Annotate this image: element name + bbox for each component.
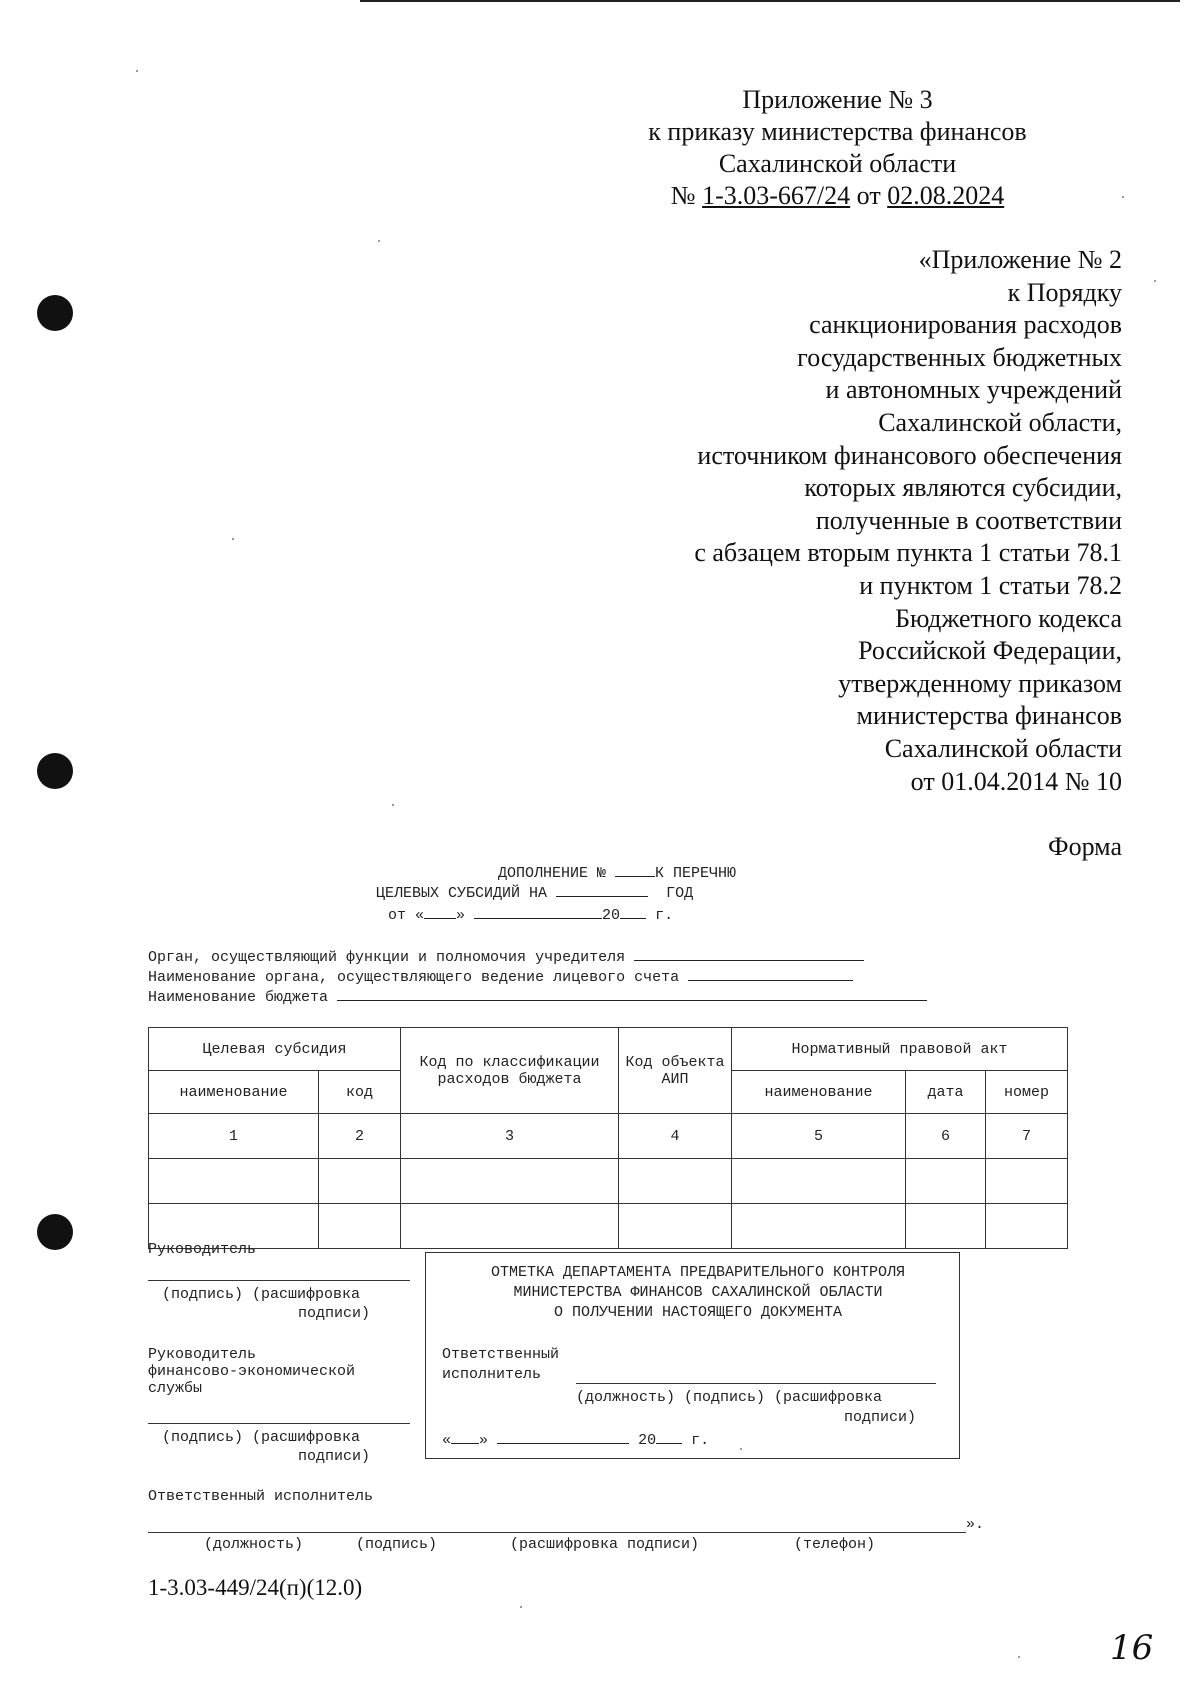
header-act-date: дата xyxy=(906,1071,986,1114)
fin-head-signature-line[interactable] xyxy=(148,1409,410,1424)
order-date: 02.08.2024 xyxy=(887,181,1005,210)
form-header-line-1: ДОПОЛНЕНИЕ № К ПЕРЕЧНЮ xyxy=(498,862,736,882)
account-organ-input[interactable] xyxy=(688,966,853,981)
form-label: Форма xyxy=(1048,832,1122,861)
founder-organ-input[interactable] xyxy=(634,946,864,961)
head-signature-block: Руководитель (подпись) (расшифровка подписи) xyxy=(148,1241,410,1323)
appendix-3-title: Приложение № 3 xyxy=(742,85,933,114)
header-subsidy-name: наименование xyxy=(149,1071,319,1114)
table-cell[interactable] xyxy=(906,1159,986,1204)
table-cell[interactable] xyxy=(732,1204,906,1249)
table-cell[interactable] xyxy=(986,1159,1068,1204)
stamp-date-line: « » 20 г. xyxy=(442,1429,709,1449)
caption-phone: (телефон) xyxy=(794,1536,876,1553)
top-border-line xyxy=(360,0,1180,2)
appendix-3-order-ref: к приказу министерства финансов xyxy=(648,117,1027,146)
table-row xyxy=(149,1159,1068,1204)
founder-organ-field: Орган, осуществляющий функции и полномочия учредителя xyxy=(148,946,864,966)
header-act-name: наименование xyxy=(732,1071,906,1114)
header-aip-object-code: Код объекта АИП xyxy=(619,1028,732,1114)
punch-hole xyxy=(37,1214,73,1250)
stamp-responsible-label: Ответственный исполнитель xyxy=(442,1346,560,1383)
scan-speck xyxy=(1018,1656,1020,1658)
caption-decode: (расшифровка подписи) xyxy=(510,1536,700,1553)
appendix-3-header xyxy=(600,84,1075,212)
table-cell[interactable] xyxy=(619,1159,732,1204)
scan-speck xyxy=(136,70,138,72)
fin-head-signature-block: Руководитель финансово-экономической службы (подпись) (расшифровка подписи) xyxy=(148,1346,410,1466)
subsidy-table xyxy=(148,1027,1068,1249)
budget-name-input[interactable] xyxy=(337,986,927,1001)
header-target-subsidy: Целевая субсидия xyxy=(149,1028,401,1071)
form-header-line-3: от « » 20 г. xyxy=(388,904,673,924)
scan-speck xyxy=(1122,196,1124,198)
stamp-title: ОТМЕТКА ДЕПАРТАМЕНТА ПРЕДВАРИТЕЛЬНОГО КОНТРОЛЯ МИНИСТЕРСТВА ФИНАНСОВ САХАЛИНСКОЙ ОБЛАСТИ О ПОЛУЧЕНИИ НАСТОЯЩЕГО ДОКУМЕНТА xyxy=(490,1264,906,1321)
scan-speck xyxy=(392,804,394,806)
scan-speck xyxy=(232,538,234,540)
header-budget-class-code: Код по классификации расходов бюджета xyxy=(401,1028,619,1114)
appendix-3-number-line: № 1-3.03-667/24 от 02.08.2024 xyxy=(670,181,1005,210)
stamp-position-caption: (должность) (подпись) (расшифровка xyxy=(576,1389,883,1406)
responsible-executor-line[interactable] xyxy=(148,1532,966,1533)
document-code: 1-3.03-449/24(п)(12.0) xyxy=(148,1575,363,1600)
table-cell[interactable] xyxy=(149,1159,319,1204)
page-number: 16 xyxy=(1110,1628,1154,1668)
table-cell[interactable] xyxy=(906,1204,986,1249)
column-numbers-row: 1 2 3 4 5 6 7 xyxy=(149,1114,1068,1159)
control-department-stamp-box: ОТМЕТКА ДЕПАРТАМЕНТА ПРЕДВАРИТЕЛЬНОГО КОНТРОЛЯ МИНИСТЕРСТВА ФИНАНСОВ САХАЛИНСКОЙ ОБЛАСТИ О ПОЛУЧЕНИИ НАСТОЯЩЕГО ДОКУМЕНТА Ответственный исполнитель (должность) (подпись) (расшифровка подписи) « » 20 г. xyxy=(425,1252,960,1459)
punch-hole xyxy=(37,753,73,789)
caption-signature: (подпись) xyxy=(356,1536,438,1553)
closing-quote: ». xyxy=(966,1516,985,1533)
header-legal-act: Нормативный правовой акт xyxy=(732,1028,1068,1071)
account-organ-field: Наименование органа, осуществляющего ведение лицевого счета xyxy=(148,966,853,986)
head-label: Руководитель xyxy=(148,1241,257,1258)
header-subsidy-code: код xyxy=(319,1071,401,1114)
table-cell[interactable] xyxy=(401,1204,619,1249)
punch-hole xyxy=(37,295,73,331)
order-number: 1-3.03-667/24 xyxy=(702,181,851,210)
table-cell[interactable] xyxy=(732,1159,906,1204)
table-cell[interactable] xyxy=(319,1159,401,1204)
head-signature-line[interactable] xyxy=(148,1266,410,1281)
table-cell[interactable] xyxy=(619,1204,732,1249)
table-cell[interactable] xyxy=(986,1204,1068,1249)
form-header-line-2: ЦЕЛЕВЫХ СУБСИДИЙ НА ГОД xyxy=(376,882,693,902)
appendix-3-region: Сахалинской области xyxy=(718,149,957,178)
appendix-2-header: «Приложение № 2 к Порядку санкционирования расходов государственных бюджетных и автономных учреждений Сахалинской области, источником финансового обеспечения которых являются субсидии, полученные в соответствии с абзацем вторым пункта 1 статьи 78.1 и пунктом 1 статьи 78.2 Бюджетного кодекса Российской Федерации, утвержденному приказом министерства финансов Сахалинской области от 01.04.2014 № 10 xyxy=(694,245,1122,796)
budget-name-field: Наименование бюджета xyxy=(148,986,927,1006)
scan-speck xyxy=(1154,280,1156,282)
scan-speck xyxy=(520,1606,522,1608)
stamp-responsible-line[interactable] xyxy=(576,1383,936,1384)
caption-position: (должность) xyxy=(204,1536,304,1553)
header-act-number: номер xyxy=(986,1071,1068,1114)
scan-speck xyxy=(740,1448,742,1450)
table-cell[interactable] xyxy=(401,1159,619,1204)
responsible-executor-label: Ответственный исполнитель xyxy=(148,1488,374,1505)
scan-speck xyxy=(378,240,380,242)
